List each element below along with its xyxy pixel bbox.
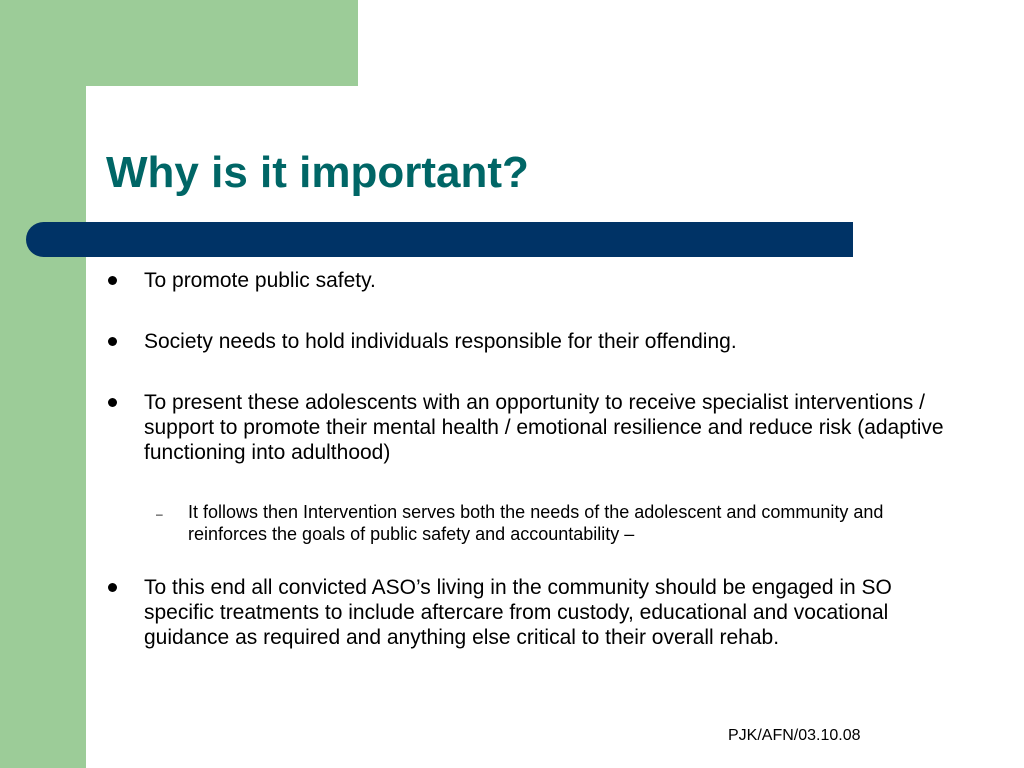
bullet-dot-icon — [108, 583, 117, 592]
bullet-text: To promote public safety. — [144, 269, 376, 292]
sub-bullet-text: It follows then Intervention serves both the needs of the adolescent and community and reinforces the goals of public safety and accountability – — [188, 502, 884, 544]
slide-footer: PJK/AFN/03.10.08 — [728, 727, 861, 744]
bullet-text: To this end all convicted ASO’s living in the community should be engaged in SO specific treatments to include aftercare from custody, educational and vocational guidance as required and anything else critical to their overall rehab. — [144, 576, 892, 649]
sub-bullet-item — [106, 501, 946, 545]
bullet-dot-icon — [108, 276, 117, 285]
bullet-item — [106, 329, 946, 354]
bullet-dot-icon — [108, 337, 117, 346]
green-accent-left — [0, 0, 86, 768]
bullet-dot-icon — [108, 398, 117, 407]
bullet-item — [106, 268, 946, 293]
title-underline-bar — [26, 222, 853, 257]
bullet-item — [106, 390, 946, 465]
sub-bullet-dash-icon: – — [156, 507, 163, 521]
slide-title: Why is it important? — [106, 148, 529, 197]
bullet-item — [106, 575, 946, 650]
bullet-text: Society needs to hold individuals responsible for their offending. — [144, 330, 737, 353]
bullet-text: To present these adolescents with an opportunity to receive specialist interventions / support to promote their mental health / emotional resilience and reduce risk (adaptive functioning into adulthood) — [144, 391, 944, 464]
bullet-list — [106, 268, 946, 650]
